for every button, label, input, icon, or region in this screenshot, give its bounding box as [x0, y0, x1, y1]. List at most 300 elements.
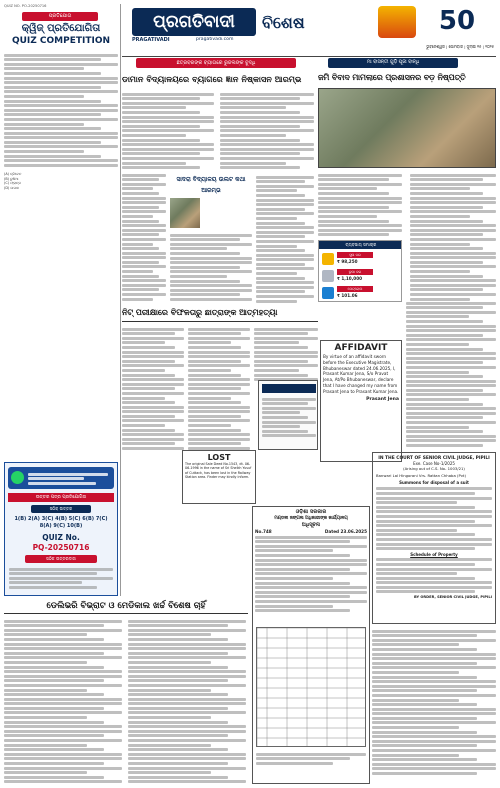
text-line	[372, 772, 477, 775]
text-line	[372, 731, 477, 734]
text-line	[128, 656, 246, 659]
text-line	[122, 328, 184, 331]
text-line	[4, 77, 118, 80]
text-line	[122, 215, 153, 218]
text-line	[122, 106, 186, 109]
text-line	[128, 762, 228, 765]
text-line	[128, 675, 246, 678]
text-line	[376, 529, 457, 532]
text-line	[128, 624, 228, 627]
text-line	[256, 235, 305, 238]
text-line	[255, 600, 367, 603]
text-line	[122, 120, 214, 123]
text-line	[372, 653, 496, 656]
text-line	[256, 290, 305, 293]
text-line	[128, 698, 246, 701]
text-line	[372, 648, 477, 651]
text-line	[406, 430, 483, 433]
text-line	[122, 447, 184, 450]
sub-story	[122, 172, 314, 304]
text-line	[4, 757, 122, 760]
affidavit-title: AFFIDAVIT	[334, 343, 388, 353]
court-case-sub: (Arising out of C.S. No- 1003/21)	[403, 466, 465, 472]
text-line	[188, 328, 250, 331]
text-line	[128, 684, 246, 687]
text-line	[128, 711, 246, 714]
festival-art	[378, 6, 416, 38]
text-line	[122, 220, 159, 223]
court-case: Exe. Case No-1/2025	[413, 461, 455, 467]
text-line	[122, 206, 159, 209]
text-line	[372, 721, 496, 724]
text-line	[255, 595, 350, 598]
text-line	[410, 187, 470, 190]
right-top-kicker: ମା ବାସନ୍ତୀ ଗୁଡ଼ି ପୂଜା ବାନ୍ଧି	[328, 58, 458, 68]
text-line	[376, 492, 475, 495]
text-line	[122, 187, 153, 190]
text-line	[122, 387, 175, 390]
text-line	[128, 748, 228, 751]
text-line	[188, 406, 250, 409]
affidavit-text: By virtue of an affidavit sworn before the Executive Magistrate, Bhubaneswar dated 24.06.2025, I, Prasant Kumar Jena, S/o Pravat Jena, At/Po Bhubaneswar, declare that I have changed my name from Prasant Jena to Prasant Kumar Jena.	[323, 354, 399, 394]
text-line	[4, 67, 84, 70]
right-top-headline: ଜମି ବିବାଦ ମାମଲାରେ ପ୍ରଶାସନର ବଡ଼ ନିଷ୍ପତ୍ତି	[318, 73, 466, 82]
text-line	[410, 265, 496, 268]
text-line	[376, 524, 492, 527]
text-line	[376, 543, 492, 546]
text-line	[128, 647, 246, 650]
text-line	[376, 581, 492, 584]
text-line	[4, 679, 104, 682]
text-line	[220, 111, 300, 114]
text-line	[255, 536, 367, 539]
text-line	[410, 220, 483, 223]
text-line	[128, 721, 228, 724]
text-line	[256, 208, 305, 211]
text-line	[255, 559, 367, 562]
text-line	[376, 515, 492, 518]
text-line	[4, 666, 104, 669]
option-d: (D) ଜାପାନ	[4, 185, 20, 190]
text-line	[376, 558, 492, 561]
text-line	[170, 243, 252, 246]
text-line	[256, 258, 314, 261]
text-line	[4, 118, 118, 121]
text-line	[122, 293, 166, 296]
text-line	[128, 730, 246, 733]
quiz-tag	[22, 12, 98, 21]
text-line	[410, 261, 483, 264]
text-line	[4, 123, 84, 126]
text-line	[122, 378, 184, 381]
affidavit-signature: Prasant Jena	[366, 396, 399, 402]
text-line	[372, 749, 496, 752]
text-line	[4, 86, 101, 89]
text-line	[256, 263, 305, 266]
text-line	[128, 661, 211, 664]
anniversary-number: 50	[438, 6, 476, 36]
text-line	[372, 666, 496, 669]
text-line	[256, 194, 305, 197]
text-line	[220, 125, 300, 128]
text-line	[188, 397, 231, 400]
text-line	[122, 256, 166, 259]
text-line	[188, 387, 241, 390]
text-line	[122, 134, 186, 137]
text-line	[255, 586, 367, 589]
text-line	[376, 510, 492, 513]
text-line	[122, 279, 166, 282]
text-line	[128, 757, 246, 760]
text-line	[122, 152, 200, 155]
fuel-icon	[322, 287, 334, 299]
text-line	[4, 656, 122, 659]
text-line	[318, 224, 402, 227]
neet-headline: ନିଟ୍ ପରୀକ୍ଷାରେ ବିଫଳତାରୁ ଛାତ୍ରାଙ୍କ ଆତ୍ମହତ୍ୟା	[122, 304, 318, 322]
answer-panel	[4, 462, 118, 596]
main-story	[122, 58, 314, 170]
text-line	[188, 337, 250, 340]
text-line	[128, 702, 246, 705]
text-line	[170, 247, 227, 250]
text-line	[372, 699, 459, 702]
text-line	[220, 134, 286, 137]
text-line	[256, 222, 305, 225]
text-line	[376, 538, 492, 541]
notice-table-grid	[257, 628, 366, 747]
text-line	[256, 240, 314, 243]
quiz-options	[4, 172, 118, 196]
text-line	[318, 197, 402, 200]
text-line	[122, 148, 214, 151]
text-line	[128, 725, 246, 728]
text-line	[256, 226, 314, 229]
text-line	[188, 429, 241, 432]
text-line	[406, 325, 496, 328]
text-line	[188, 410, 250, 413]
text-line	[4, 141, 101, 144]
text-line	[406, 389, 483, 392]
text-line	[376, 572, 457, 575]
text-line	[372, 671, 459, 674]
text-line	[4, 767, 122, 770]
text-line	[128, 633, 211, 636]
text-line	[406, 315, 469, 318]
text-line	[256, 272, 297, 275]
answer-panel-title: ଉତ୍ତର ପତ୍ର ପ୍ରତିଯୋଗିତା	[8, 493, 114, 502]
text-line	[122, 288, 159, 291]
text-line	[4, 164, 118, 167]
text-line	[220, 152, 300, 155]
text-line	[128, 771, 211, 774]
text-line	[372, 634, 477, 637]
text-line	[170, 298, 252, 301]
text-line	[4, 716, 87, 719]
text-line	[406, 407, 496, 410]
text-line	[372, 694, 496, 697]
text-line	[122, 442, 175, 445]
text-line	[128, 734, 228, 737]
masthead-logo	[132, 8, 256, 36]
text-line	[256, 189, 297, 192]
text-line	[406, 435, 496, 438]
text-line	[410, 284, 496, 287]
text-line	[128, 620, 246, 623]
text-line	[256, 300, 297, 303]
govt-no: No.748	[255, 529, 272, 534]
text-line	[256, 217, 297, 220]
text-line	[4, 81, 118, 84]
text-line	[122, 284, 166, 287]
text-line	[188, 360, 241, 363]
text-line	[220, 148, 314, 151]
quiz-questions	[4, 52, 118, 460]
text-line	[256, 277, 305, 280]
text-line	[4, 748, 104, 751]
text-line	[4, 100, 101, 103]
text-line	[4, 652, 104, 655]
text-line	[122, 162, 186, 165]
fuel-label: ପେଟ୍ରୋଲ	[337, 286, 373, 292]
text-line	[122, 298, 153, 301]
text-line	[254, 341, 299, 344]
text-line	[128, 753, 246, 756]
text-line	[4, 707, 104, 710]
text-line	[410, 206, 483, 209]
text-line	[4, 104, 118, 107]
notice-table	[256, 627, 366, 747]
text-line	[4, 629, 122, 632]
text-line	[4, 109, 118, 112]
text-line	[406, 444, 483, 447]
text-line	[256, 281, 314, 284]
text-line	[4, 72, 101, 75]
text-line	[406, 361, 483, 364]
text-line	[372, 643, 459, 646]
text-line	[256, 180, 305, 183]
lost-text: The original Sale Deed No.1543, dt. 06-06-1996 in the name of Sri Sheikh Yusuf of Cuttack, has been lost in the Railway Station area. Finder may kindly inform.	[185, 462, 252, 479]
text-line	[372, 630, 496, 633]
bottom-left-headline: ଡେଲିଭରି ବିଭ୍ରାଟ ଓ ମେଡିକାଲ ଖର୍ଚ୍ଚ ବିଶେଷ ଚାହିଁ	[4, 598, 248, 614]
text-line	[188, 433, 250, 436]
text-line	[122, 360, 175, 363]
text-line	[406, 393, 496, 396]
date-line: ଭୁବନେଶ୍ୱର | ସୋମବାର | ଜୁଲାଇ ୧୫ | ୨୦୨୫	[426, 44, 494, 49]
text-line	[4, 702, 122, 705]
text-line	[122, 261, 159, 264]
text-line	[128, 780, 246, 783]
text-line	[406, 403, 483, 406]
text-line	[376, 547, 475, 550]
text-line	[170, 289, 252, 292]
text-line	[318, 201, 402, 204]
quiz-title-odia: କ୍ୱିଜ୍ ପ୍ରତିଯୋଗିତା	[21, 23, 101, 34]
text-line	[410, 252, 496, 255]
market-panel	[318, 240, 402, 302]
quiz-code: PQ-20250716	[32, 543, 90, 552]
silver-value: ₹ 1,10,000	[337, 276, 363, 281]
text-line	[410, 270, 470, 273]
text-line	[4, 684, 122, 687]
text-line	[410, 224, 496, 227]
text-line	[406, 302, 496, 305]
text-line	[406, 426, 469, 429]
text-line	[406, 343, 469, 346]
text-line	[122, 178, 159, 181]
text-line	[256, 249, 305, 252]
text-line	[128, 739, 246, 742]
text-line	[372, 703, 477, 706]
text-line	[255, 605, 333, 608]
text-line	[4, 780, 122, 783]
govt-notice	[252, 506, 370, 784]
bottom-left-story	[4, 598, 248, 784]
text-line	[122, 97, 200, 100]
text-line	[372, 639, 496, 642]
right-top-photo	[318, 88, 496, 168]
text-line	[122, 111, 200, 114]
text-line	[220, 157, 314, 160]
text-line	[318, 220, 389, 223]
text-line	[376, 533, 475, 536]
text-line	[4, 762, 104, 765]
silver-label: ରୂପା ଦର	[337, 269, 373, 275]
text-line	[220, 106, 286, 109]
text-line	[122, 429, 175, 432]
text-line	[220, 93, 314, 96]
quiz-tag-label: ପ୍ରତିଯୋଗ	[48, 13, 72, 19]
text-line	[188, 355, 250, 358]
text-line	[256, 231, 314, 234]
gold-value: ₹ 98,250	[337, 259, 358, 264]
text-line	[4, 95, 84, 98]
text-line	[122, 143, 214, 146]
text-line	[4, 638, 104, 641]
text-line	[4, 675, 122, 678]
text-line	[255, 554, 350, 557]
text-line	[4, 90, 118, 93]
text-line	[188, 401, 241, 404]
text-line	[4, 132, 118, 135]
text-line	[188, 346, 241, 349]
text-line	[128, 767, 246, 770]
right-top-story	[318, 58, 496, 170]
text-line	[254, 332, 308, 335]
text-line	[170, 270, 252, 273]
text-line	[122, 270, 153, 273]
text-line	[256, 185, 314, 188]
text-line	[372, 758, 477, 761]
text-line	[406, 357, 496, 360]
text-line	[220, 97, 300, 100]
text-line	[122, 252, 166, 255]
text-line	[122, 174, 166, 177]
text-line	[122, 433, 184, 436]
text-line	[410, 256, 496, 259]
text-line	[122, 415, 175, 418]
text-line	[122, 424, 165, 427]
text-line	[255, 582, 350, 585]
text-line	[4, 145, 118, 148]
answer-key: 1(B) 2(A) 3(C) 4(B) 5(C) 6(B) 7(C) 8(A) 9(C) 10(B)	[14, 516, 108, 529]
text-line	[122, 224, 166, 227]
text-line	[406, 366, 496, 369]
text-line	[406, 439, 496, 442]
text-line	[410, 192, 483, 195]
text-line	[4, 670, 122, 673]
text-line	[170, 252, 240, 255]
text-line	[372, 685, 496, 688]
text-line	[4, 744, 87, 747]
text-line	[4, 633, 87, 636]
answer-panel-subtitle: ସଠିକ୍ ଉତ୍ତର	[31, 505, 91, 513]
text-line	[128, 689, 211, 692]
text-line	[122, 419, 184, 422]
text-line	[255, 540, 350, 543]
text-line	[170, 261, 252, 264]
text-line	[410, 229, 496, 232]
text-line	[188, 341, 231, 344]
text-line	[4, 776, 104, 779]
text-line	[372, 726, 459, 729]
court-footer: BY ORDER, SENIOR CIVIL JUDGE, PIPILI	[413, 595, 492, 600]
text-line	[372, 740, 496, 743]
text-line	[220, 129, 314, 132]
text-line	[410, 197, 496, 200]
text-line	[254, 328, 318, 331]
text-line	[4, 730, 122, 733]
text-line	[170, 266, 240, 269]
text-line	[4, 136, 118, 139]
text-line	[406, 348, 483, 351]
text-line	[372, 767, 496, 770]
text-line	[4, 159, 118, 162]
text-line	[410, 243, 470, 246]
text-line	[122, 410, 184, 413]
text-line	[410, 288, 483, 291]
text-line	[128, 652, 228, 655]
text-line	[372, 717, 477, 720]
main-headline: ଡାମାନ ବିଦ୍ୟାଳୟରେ ବ୍ୟାଗରେ ଜ୍ଞାନ ନିଷ୍କାସନ ଆରମ୍ଭ	[122, 74, 302, 84]
right-column-story	[406, 300, 496, 450]
text-line	[406, 384, 496, 387]
text-line	[406, 421, 496, 424]
text-line	[122, 192, 159, 195]
text-line	[318, 178, 389, 181]
text-line	[376, 590, 475, 593]
text-line	[4, 150, 84, 153]
text-line	[254, 346, 308, 349]
text-line	[256, 245, 297, 248]
text-line	[188, 374, 241, 377]
text-line	[406, 412, 496, 415]
fuel-value: ₹ 101.06	[337, 293, 358, 298]
text-line	[406, 416, 483, 419]
text-line	[406, 375, 483, 378]
text-line	[410, 178, 483, 181]
text-line	[220, 102, 314, 105]
text-line	[376, 506, 475, 509]
text-line	[128, 666, 228, 669]
text-line	[376, 563, 475, 566]
classified-box	[258, 380, 318, 450]
text-line	[4, 693, 104, 696]
text-line	[122, 247, 159, 250]
site-url[interactable]: pragativadi.com	[196, 37, 234, 42]
text-line	[255, 545, 367, 548]
text-line	[122, 229, 166, 232]
text-line	[256, 267, 314, 270]
